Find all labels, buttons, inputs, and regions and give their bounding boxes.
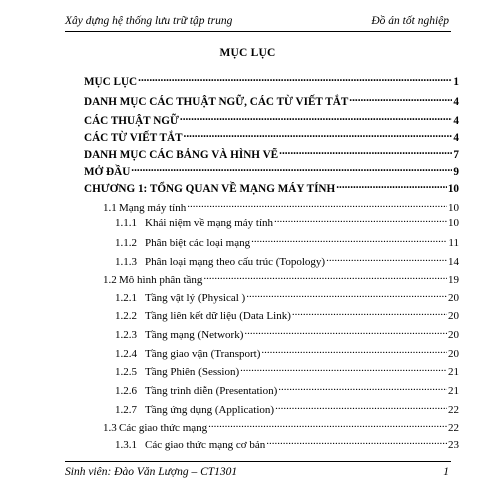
toc-entry-page: 10 <box>448 202 459 214</box>
toc-entry-title: CÁC TỪ VIẾT TẮT <box>84 132 183 144</box>
dot-leader <box>131 162 452 175</box>
dot-leader <box>274 213 447 226</box>
toc-entry[interactable] <box>115 325 459 342</box>
toc-entry-title: Tầng mạng (Network) <box>145 329 244 341</box>
toc-entry-page: 23 <box>448 439 459 451</box>
toc-entry-title: Phân loại mạng theo cấu trúc (Topology) <box>145 256 326 268</box>
dot-leader <box>275 400 447 413</box>
toc-entry-number: 1.2.6 <box>115 385 137 397</box>
footer-student-name: Sinh viên: Đào Văn Lượng – CT1301 <box>65 466 238 478</box>
toc-entry[interactable] <box>115 344 459 361</box>
toc-entry[interactable] <box>115 400 459 417</box>
toc-entry[interactable] <box>84 111 459 128</box>
toc-entry[interactable] <box>115 213 459 230</box>
dot-leader <box>203 270 447 283</box>
toc-entry-page: 22 <box>448 404 459 416</box>
toc-entry-page: 21 <box>448 385 459 397</box>
toc-entry-title: Tầng trình diễn (Presentation) <box>145 385 278 397</box>
toc-entry-page: 22 <box>448 422 459 434</box>
toc-entry[interactable] <box>84 145 459 162</box>
header-thesis-title: Xây dựng hệ thống lưu trữ tập trung <box>65 15 233 27</box>
toc-entry-page: 4 <box>453 115 459 127</box>
toc-entry-title: Mô hình phân tầng <box>119 274 203 286</box>
dot-leader <box>336 179 447 192</box>
toc-entry-page: 14 <box>448 256 459 268</box>
toc-entry-number: 1.3 <box>103 422 117 434</box>
toc-entry-page: 4 <box>453 132 459 144</box>
toc-entry-number: 1.1.2 <box>115 237 137 249</box>
dot-leader <box>251 233 447 246</box>
toc-entry-title: Phân biệt các loại mạng <box>145 237 251 249</box>
toc-entry-title: Các giao thức mạng <box>119 422 208 434</box>
dot-leader <box>138 72 452 85</box>
toc-entry-page: 21 <box>448 366 459 378</box>
toc-entry-page: 11 <box>448 237 459 249</box>
toc-entry[interactable] <box>115 288 459 305</box>
dot-leader <box>246 288 447 301</box>
toc-entry-page: 20 <box>448 292 459 304</box>
dot-leader <box>326 252 447 265</box>
toc-entry-title: Tầng giao vận (Transport) <box>145 348 261 360</box>
toc-entry[interactable] <box>84 179 459 196</box>
toc-entry-title: DANH MỤC CÁC BẢNG VÀ HÌNH VẼ <box>84 149 279 161</box>
toc-entry-page: 4 <box>453 96 459 108</box>
toc-entry-page: 9 <box>453 166 459 178</box>
toc-entry-number: 1.2.3 <box>115 329 137 341</box>
toc-entry-page: 1 <box>453 76 459 88</box>
toc-heading: MỤC LỤC <box>219 47 276 59</box>
toc-entry[interactable] <box>115 233 459 250</box>
toc-entry[interactable] <box>115 381 459 398</box>
toc-entry[interactable] <box>84 72 459 89</box>
toc-entry-page: 20 <box>448 310 459 322</box>
toc-entry-title: MỞ ĐẦU <box>84 166 131 178</box>
toc-entry-page: 19 <box>448 274 459 286</box>
toc-entry[interactable] <box>103 418 459 435</box>
toc-entry[interactable] <box>115 435 459 452</box>
toc-entry-number: 1.2.7 <box>115 404 137 416</box>
toc-entry[interactable] <box>84 128 459 145</box>
toc-entry-title: MỤC LỤC <box>84 76 138 88</box>
footer-page-number: 1 <box>443 466 449 478</box>
dot-leader <box>184 128 453 141</box>
toc-entry-number: 1.1.1 <box>115 217 137 229</box>
toc-entry-number: 1.2 <box>103 274 117 286</box>
toc-entry-title: Các giao thức mạng cơ bản <box>145 439 266 451</box>
toc-entry-title: CHƯƠNG 1: TỔNG QUAN VỀ MẠNG MÁY TÍNH <box>84 183 336 195</box>
toc-entry-title: Mạng máy tính <box>119 202 187 214</box>
toc-entry-page: 10 <box>447 183 459 195</box>
toc-entry-title: Tầng Phiên (Session) <box>145 366 240 378</box>
toc-entry-title: Khái niệm về mạng máy tính <box>145 217 273 229</box>
dot-leader <box>208 418 447 431</box>
dot-leader <box>349 92 452 105</box>
toc-entry-title: DANH MỤC CÁC THUẬT NGỮ, CÁC TỪ VIẾT TẮT <box>84 96 349 108</box>
toc-entry-number: 1.3.1 <box>115 439 137 451</box>
toc-entry-number: 1.2.5 <box>115 366 137 378</box>
toc-entry-number: 1.2.4 <box>115 348 137 360</box>
toc-entry[interactable] <box>115 252 459 269</box>
toc-entry-page: 7 <box>453 149 459 161</box>
toc-entry-title: Tầng liên kết dữ liệu (Data Link) <box>145 310 291 322</box>
running-footer <box>65 461 451 480</box>
dot-leader <box>266 435 447 448</box>
toc-entry[interactable] <box>115 306 459 323</box>
dot-leader <box>240 362 447 375</box>
toc-entry-title: Tầng ứng dụng (Application) <box>145 404 275 416</box>
toc-entry-page: 20 <box>448 329 459 341</box>
toc-entry-number: 1.2.1 <box>115 292 137 304</box>
toc-entry-title: CÁC THUẬT NGỮ <box>84 115 179 127</box>
toc-entry[interactable] <box>115 362 459 379</box>
dot-leader <box>187 198 447 211</box>
toc-entry[interactable] <box>84 162 459 179</box>
dot-leader <box>278 381 447 394</box>
dot-leader <box>244 325 447 338</box>
header-document-type: Đồ án tốt nghiệp <box>371 15 449 27</box>
toc-entry[interactable] <box>103 270 459 287</box>
toc-entry-page: 10 <box>448 217 459 229</box>
toc-entry-page: 20 <box>448 348 459 360</box>
toc-entry-title: Tầng vật lý (Physical ) <box>145 292 246 304</box>
toc-entry[interactable] <box>84 92 459 109</box>
dot-leader <box>180 111 453 124</box>
toc-entry-number: 1.1.3 <box>115 256 137 268</box>
dot-leader <box>279 145 452 158</box>
toc-entry-number: 1.1 <box>103 202 117 214</box>
dot-leader <box>261 344 447 357</box>
toc-entry-number: 1.2.2 <box>115 310 137 322</box>
dot-leader <box>292 306 447 319</box>
